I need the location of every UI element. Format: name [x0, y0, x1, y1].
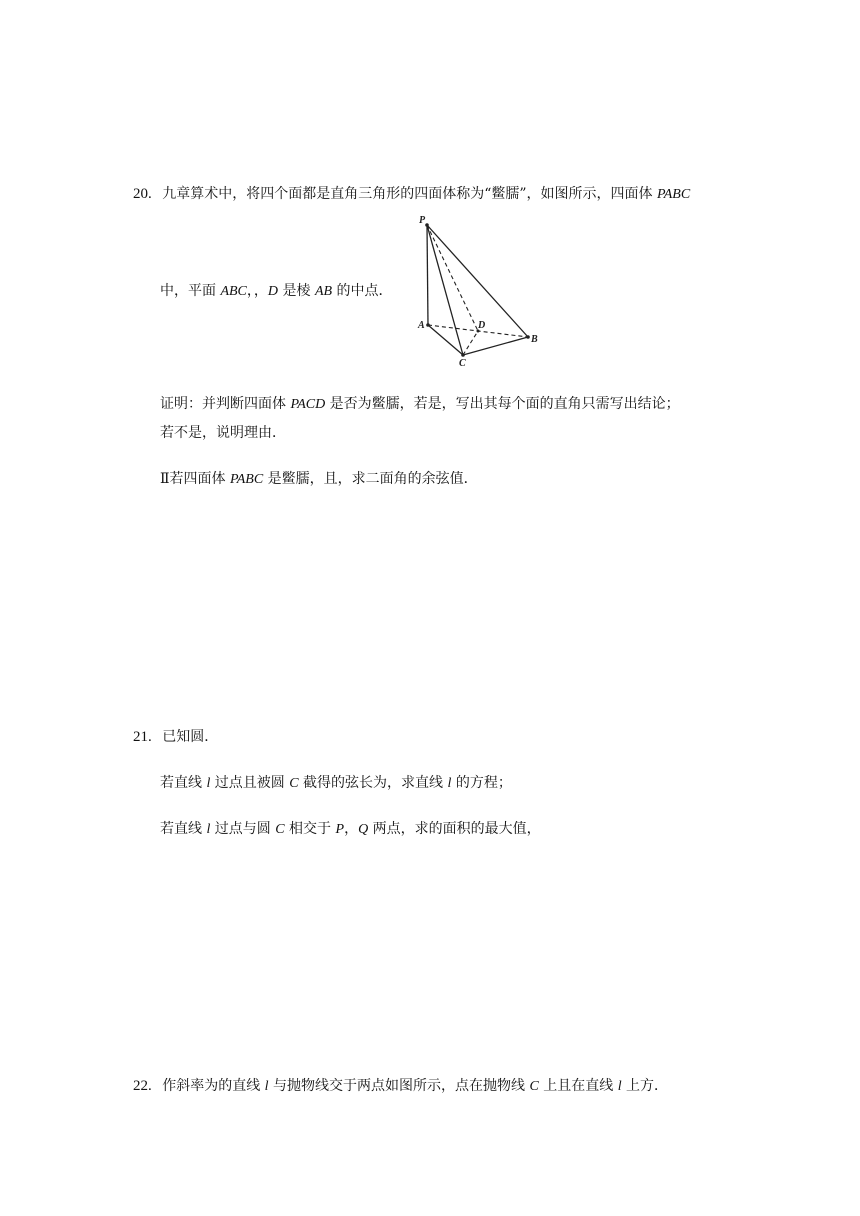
q20-part1-text-a: 证明：并判断四面体	[160, 396, 291, 412]
q21-part1-text-c: 截得的弦长为，求直线	[298, 775, 448, 791]
vertex-p	[425, 223, 429, 227]
q22-var-l-2: l	[617, 1079, 622, 1094]
q21-part2	[160, 819, 541, 840]
q20-line2-text-a: 中，平面	[160, 283, 221, 299]
q20-part1-line1	[160, 394, 680, 415]
q22-text-b: 与抛物线交于两点如图所示，点在抛物线	[268, 1078, 530, 1094]
q21-part2-text-b: 过点与圆	[210, 821, 276, 837]
label-p: P	[419, 215, 426, 226]
vertex-a	[426, 323, 430, 327]
q20-part1-text-b: 是否为鳖臑，若是，写出其每个面的直角只需写出结论；	[325, 396, 680, 412]
q21-part2-text-c: 相交于	[284, 821, 336, 837]
label-a: A	[418, 320, 425, 331]
q21-part1-text-d: 的方程；	[451, 775, 512, 791]
q21-stem-text: 已知圆．	[162, 729, 219, 745]
q21-var-c: C	[289, 776, 299, 791]
q20-line2-text-c: 是棱	[278, 283, 315, 299]
q21-part1-text-b: 过点且被圆	[210, 775, 290, 791]
q22-text-c: 上且在直线	[538, 1078, 618, 1094]
edge-ac	[428, 325, 463, 355]
q21-part2-text-a: 若直线	[160, 821, 207, 837]
q20-part2-text-b: 是鳖臑，且，求二面角的余弦值．	[263, 471, 478, 487]
q20-var-pacd: PACD	[290, 397, 326, 412]
vertex-b	[526, 335, 530, 339]
label-d: D	[478, 320, 486, 331]
q21-part2-text-e: 两点，求的面积的最大值，	[368, 821, 541, 837]
edge-cb	[463, 337, 528, 355]
q20-number: 20.	[133, 186, 152, 202]
q21-var-q: Q	[358, 822, 369, 837]
q21-var-c-2: C	[275, 822, 285, 837]
q20-line1	[133, 184, 690, 205]
tetrahedron-figure	[412, 213, 542, 369]
q21-part2-text-d: ，	[344, 821, 359, 837]
q20-line2	[160, 281, 393, 302]
q20-line2-text-b: ，，	[246, 283, 268, 299]
q20-var-ab: AB	[314, 284, 333, 299]
q21-var-l-3: l	[206, 822, 211, 837]
q22-var-c: C	[529, 1079, 539, 1094]
q22-text-d: 上方．	[621, 1078, 669, 1094]
q20-stem-text: 九章算术中，将四个面都是直角三角形的四面体称为“鳖臑”，如图所示，四面体	[162, 186, 657, 202]
q21-var-p: P	[335, 822, 345, 837]
q22-var-l: l	[264, 1079, 269, 1094]
q22-number: 22.	[133, 1078, 152, 1094]
q20-part2-text-a: Ⅱ若四面体	[160, 471, 230, 487]
q20-var-pabc-2: PABC	[229, 472, 264, 487]
q21-var-l-2: l	[447, 776, 452, 791]
label-c: C	[459, 358, 466, 369]
q20-var-d: D	[267, 284, 279, 299]
q21-part1	[160, 773, 512, 794]
q20-line2-text-d: 的中点．	[332, 283, 393, 299]
q22-text-a: 作斜率为的直线	[162, 1078, 265, 1094]
q20-var-abc: ABC	[220, 284, 247, 299]
label-b: B	[531, 334, 538, 345]
q21-number: 21.	[133, 729, 152, 745]
q20-part2	[160, 469, 478, 490]
q20-part1-text-c: 若不是，说明理由．	[160, 425, 286, 441]
q22-stem	[133, 1076, 668, 1097]
q20-var-pabc: PABC	[656, 187, 691, 202]
q21-stem	[133, 727, 218, 747]
vertex-c	[461, 353, 465, 357]
q21-var-l: l	[206, 776, 211, 791]
q21-part1-text-a: 若直线	[160, 775, 207, 791]
q20-part1-line2	[160, 423, 286, 443]
edge-pa	[427, 225, 428, 325]
